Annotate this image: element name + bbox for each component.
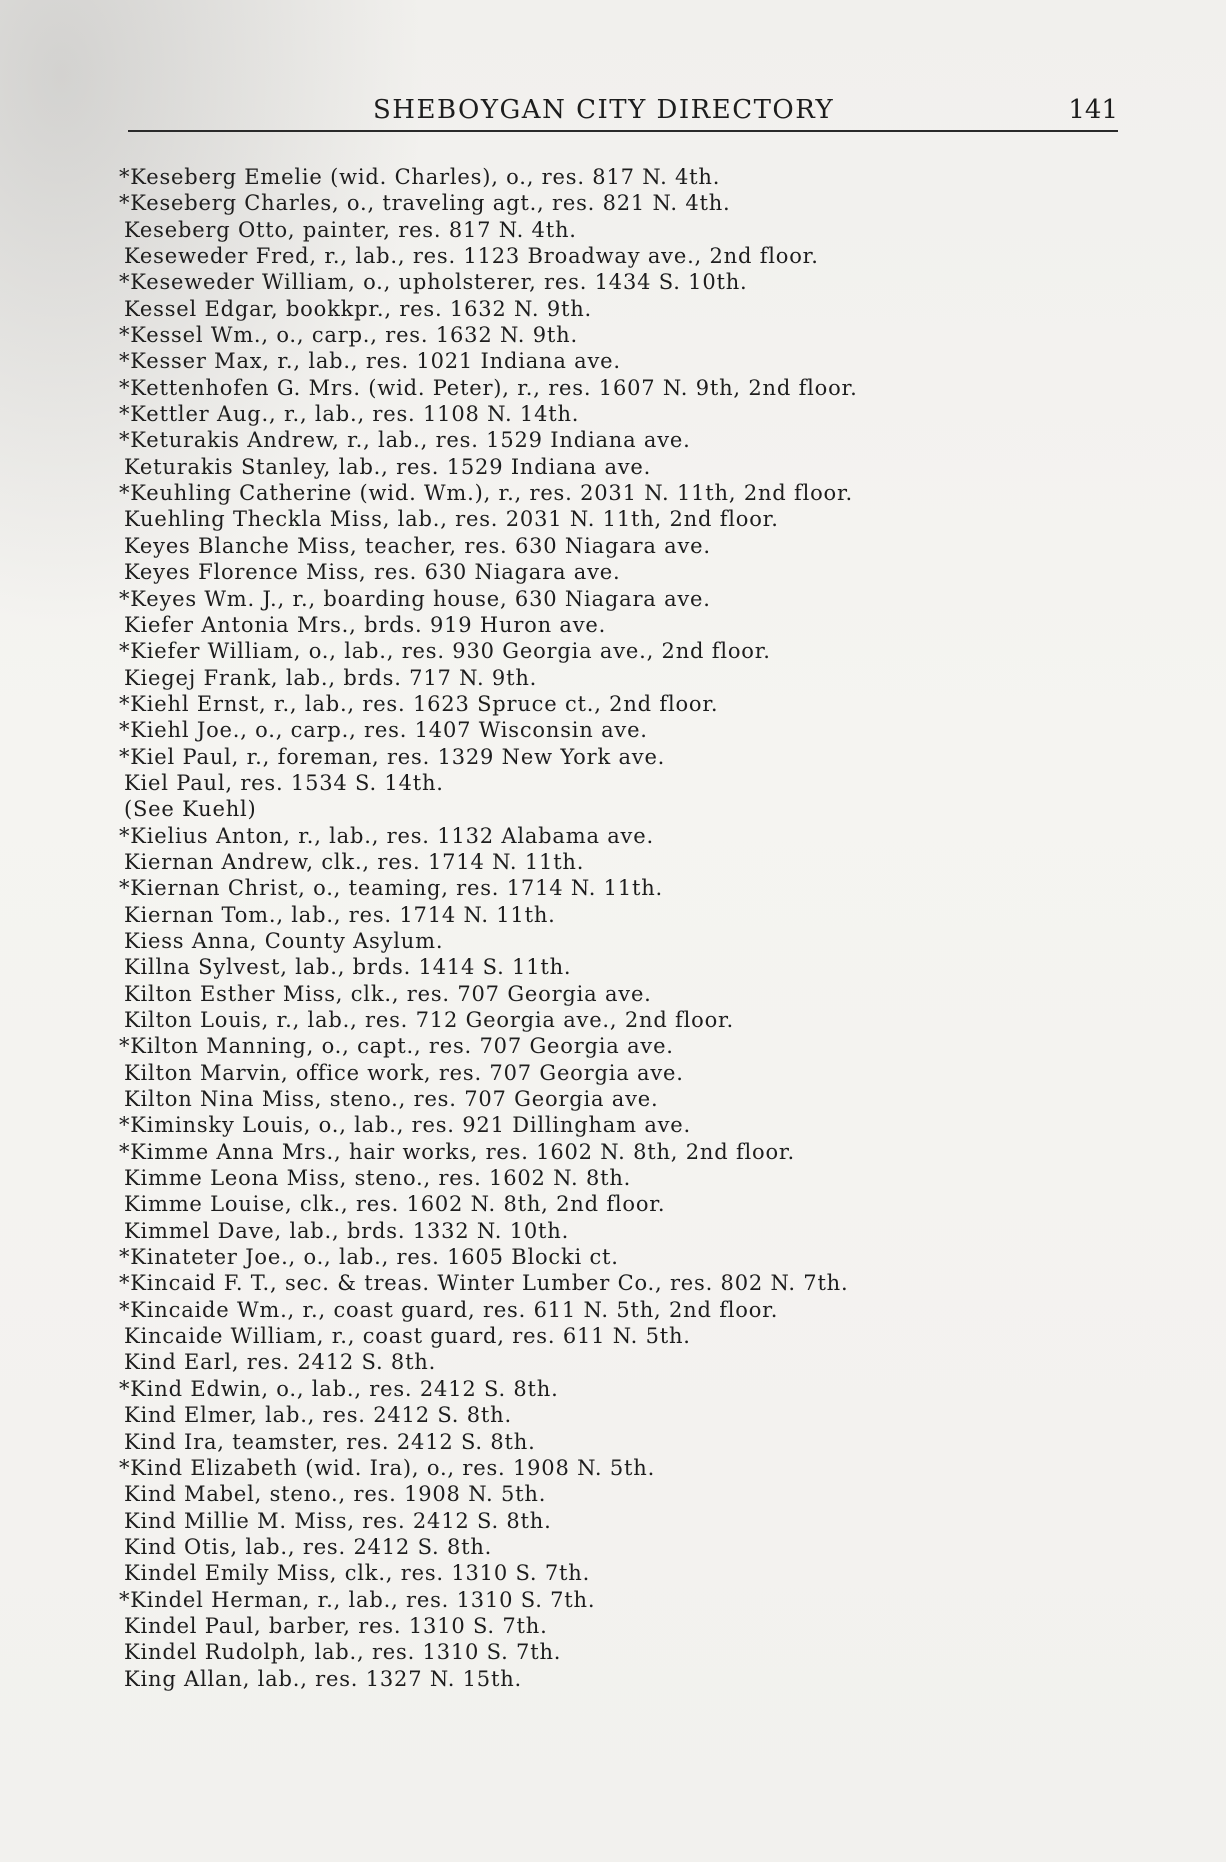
directory-entry: Kind Otis, lab., res. 2412 S. 8th.	[124, 1534, 493, 1559]
directory-entry: Kimme Leona Miss, steno., res. 1602 N. 8th.	[124, 1166, 632, 1191]
directory-entry: Kessel Edgar, bookkpr., res. 1632 N. 9th.	[124, 296, 593, 321]
directory-entry: Killna Sylvest, lab., brds. 1414 S. 11th.	[124, 955, 572, 980]
directory-entry: *Kincaide Wm., r., coast guard, res. 611 N. 5th, 2nd floor.	[119, 1297, 779, 1322]
directory-entry: *Kiel Paul, r., foreman, res. 1329 New York ave.	[119, 744, 666, 769]
directory-entry: Kimme Louise, clk., res. 1602 N. 8th, 2nd floor.	[124, 1192, 666, 1217]
directory-entry: *Kilton Manning, o., capt., res. 707 Georgia ave.	[119, 1034, 674, 1059]
directory-entry: Kind Millie M. Miss, res. 2412 S. 8th.	[124, 1508, 552, 1533]
directory-entry: *Kiefer William, o., lab., res. 930 Georgia ave., 2nd floor.	[119, 639, 771, 664]
directory-entry: Kilton Louis, r., lab., res. 712 Georgia ave., 2nd floor.	[124, 1008, 735, 1032]
directory-entry: *Kinateter Joe., o., lab., res. 1605 Blocki ct.	[119, 1245, 619, 1270]
directory-entry: *Kielius Anton, r., lab., res. 1132 Alabama ave.	[119, 823, 654, 848]
directory-entries	[119, 164, 1124, 1692]
directory-entry: *Kettler Aug., r., lab., res. 1108 N. 14th.	[119, 402, 580, 427]
directory-entry: *Keuhling Catherine (wid. Wm.), r., res. 2031 N. 11th, 2nd floor.	[119, 481, 854, 506]
directory-entry: Kiefer Antonia Mrs., brds. 919 Huron ave.	[124, 612, 607, 637]
directory-entry: Kiernan Andrew, clk., res. 1714 N. 11th.	[124, 849, 585, 874]
directory-entry: Kiegej Frank, lab., brds. 717 N. 9th.	[124, 665, 538, 690]
directory-entry: *Kimme Anna Mrs., hair works, res. 1602 N. 8th, 2nd floor.	[119, 1139, 795, 1164]
directory-entry: Kimmel Dave, lab., brds. 1332 N. 10th.	[124, 1218, 570, 1243]
directory-entry: *Kindel Herman, r., lab., res. 1310 S. 7th.	[119, 1587, 596, 1612]
directory-entry: *Keturakis Andrew, r., lab., res. 1529 Indiana ave.	[119, 428, 691, 453]
directory-entry: Keyes Florence Miss, res. 630 Niagara ave.	[124, 560, 621, 585]
directory-entry: Keturakis Stanley, lab., res. 1529 Indiana ave.	[124, 454, 652, 479]
directory-entry: Kind Ira, teamster, res. 2412 S. 8th.	[124, 1429, 536, 1454]
directory-entry: *Kiernan Christ, o., teaming, res. 1714 N. 11th.	[119, 876, 664, 901]
directory-title: SHEBOYGAN CITY DIRECTORY	[373, 95, 835, 125]
directory-entry: *Kiehl Ernst, r., lab., res. 1623 Spruce ct., 2nd floor.	[119, 691, 719, 716]
directory-entry: *Kesser Max, r., lab., res. 1021 Indiana ave.	[119, 349, 621, 374]
directory-entry: King Allan, lab., res. 1327 N. 15th.	[124, 1666, 523, 1691]
directory-entry: *Keseberg Charles, o., traveling agt., res. 821 N. 4th.	[119, 191, 731, 216]
directory-entry: Keyes Blanche Miss, teacher, res. 630 Niagara ave.	[124, 533, 711, 558]
directory-entry: Kind Earl, res. 2412 S. 8th.	[124, 1350, 437, 1375]
directory-entry: *Keyes Wm. J., r., boarding house, 630 Niagara ave.	[119, 586, 711, 611]
directory-entry: Kilton Marvin, office work, res. 707 Georgia ave.	[124, 1060, 684, 1085]
header-rule	[128, 130, 1118, 132]
directory-entry: (See Kuehl)	[124, 797, 257, 822]
page-header	[128, 95, 1118, 133]
directory-entry: *Keseberg Emelie (wid. Charles), o., res. 817 N. 4th.	[119, 165, 721, 189]
directory-entry: Kind Mabel, steno., res. 1908 N. 5th.	[124, 1482, 547, 1507]
directory-entry: *Keseweder William, o., upholsterer, res. 1434 S. 10th.	[119, 270, 748, 295]
directory-entry: *Kincaid F. T., sec. & treas. Winter Lumber Co., res. 802 N. 7th.	[119, 1271, 849, 1296]
directory-entry: Kindel Rudolph, lab., res. 1310 S. 7th.	[124, 1640, 562, 1665]
page-number: 141	[1068, 95, 1118, 125]
directory-entry: Kilton Nina Miss, steno., res. 707 Georgia ave.	[124, 1087, 659, 1112]
directory-entry: Kilton Esther Miss, clk., res. 707 Georgia ave.	[124, 981, 652, 1006]
directory-entry: *Kessel Wm., o., carp., res. 1632 N. 9th.	[119, 323, 578, 348]
directory-entry: Kiess Anna, County Asylum.	[124, 928, 444, 953]
directory-entry: Kiernan Tom., lab., res. 1714 N. 11th.	[124, 902, 556, 927]
directory-entry: Kind Elmer, lab., res. 2412 S. 8th.	[124, 1403, 512, 1428]
directory-entry: Kincaide William, r., coast guard, res. 611 N. 5th.	[124, 1324, 691, 1349]
directory-entry: Keseberg Otto, painter, res. 817 N. 4th.	[124, 217, 577, 242]
directory-entry: Kindel Emily Miss, clk., res. 1310 S. 7th.	[124, 1561, 591, 1586]
directory-entry: *Kind Elizabeth (wid. Ira), o., res. 1908 N. 5th.	[119, 1455, 656, 1480]
directory-entry: *Kettenhofen G. Mrs. (wid. Peter), r., res. 1607 N. 9th, 2nd floor.	[119, 375, 858, 400]
directory-entry: Kuehling Theckla Miss, lab., res. 2031 N. 11th, 2nd floor.	[124, 507, 779, 532]
directory-entry: Kiel Paul, res. 1534 S. 14th.	[124, 770, 444, 795]
directory-entry: *Kiehl Joe., o., carp., res. 1407 Wisconsin ave.	[119, 718, 648, 743]
directory-entry: Keseweder Fred, r., lab., res. 1123 Broadway ave., 2nd floor.	[124, 244, 819, 269]
directory-entry: *Kind Edwin, o., lab., res. 2412 S. 8th.	[119, 1376, 559, 1401]
directory-entry: *Kiminsky Louis, o., lab., res. 921 Dillingham ave.	[119, 1113, 692, 1138]
directory-entry: Kindel Paul, barber, res. 1310 S. 7th.	[124, 1613, 548, 1638]
